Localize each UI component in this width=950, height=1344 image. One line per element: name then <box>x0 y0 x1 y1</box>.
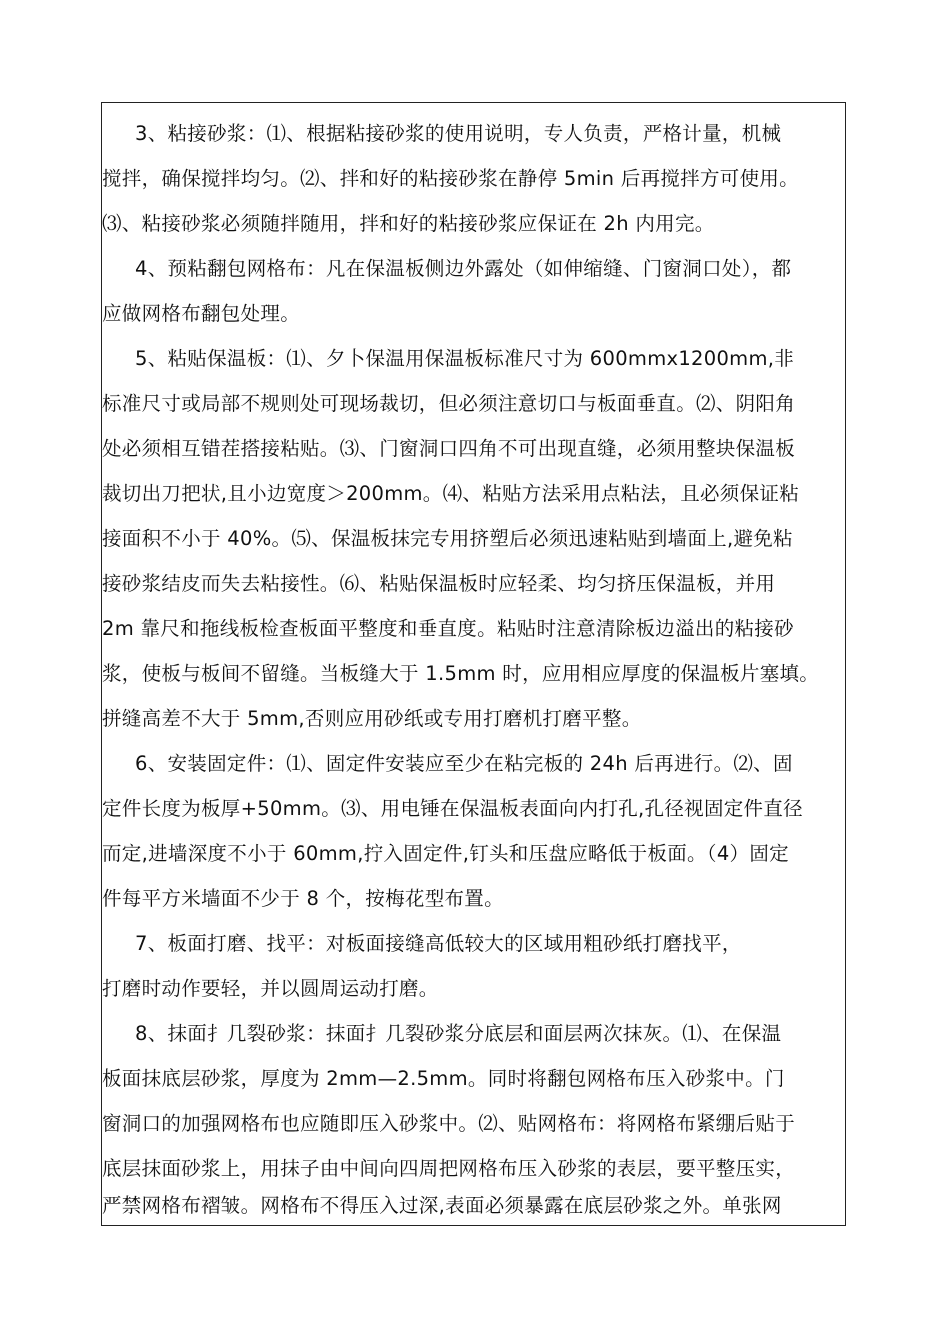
document-frame <box>101 102 846 1226</box>
text-line: 定件长度为板厚+50mm。⑶、用电锤在保温板表面向内打孔,孔径视固定件直径 <box>102 797 803 820</box>
text-line: 标准尺寸或局部不规则处可现场裁切，但必须注意切口与板面垂直。⑵、阴阳角 <box>102 392 796 415</box>
text-line: ⑶、粘接砂浆必须随拌随用，拌和好的粘接砂浆应保证在 2h 内用完。 <box>102 212 715 235</box>
text-line: 搅拌，确保搅拌均匀。⑵、拌和好的粘接砂浆在静停 5min 后再搅拌方可使用。 <box>102 167 799 190</box>
text-line: 而定,进墙深度不小于 60mm,拧入固定件,钉头和压盘应略低于板面。（4）固定 <box>102 842 789 865</box>
text-line: 裁切出刀把状,且小边宽度＞200mm。⑷、粘贴方法采用点粘法，且必须保证粘 <box>102 482 800 505</box>
text-line: 3、粘接砂浆：⑴、根据粘接砂浆的使用说明，专人负责，严格计量，机械 <box>135 122 782 145</box>
text-line: 底层抹面砂浆上，用抹子由中间向四周把网格布压入砂浆的表层，要平整压实， <box>102 1157 796 1180</box>
text-line: 处必须相互错茬搭接粘贴。⑶、门窗洞口四角不可出现直缝，必须用整块保温板 <box>102 437 796 460</box>
text-line: 件每平方米墙面不少于 8 个，按梅花型布置。 <box>102 887 504 910</box>
text-line: 板面抹底层砂浆，厚度为 2mm—2.5mm。同时将翻包网格布压入砂浆中。门 <box>102 1067 785 1090</box>
text-line: 8、抹面扌几裂砂浆：抹面扌几裂砂浆分底层和面层两次抹灰。⑴、在保温 <box>135 1022 782 1045</box>
text-line: 7、板面打磨、找平：对板面接缝高低较大的区域用粗砂纸打磨找平， <box>135 932 742 955</box>
text-line: 接砂浆结皮而失去粘接性。⑹、粘贴保温板时应轻柔、均匀挤压保温板，并用 <box>102 572 776 595</box>
text-line: 5、粘贴保温板：⑴、夕卜保温用保温板标准尺寸为 600mmx1200mm,非 <box>135 347 795 370</box>
text-line: 2m 靠尺和拖线板检查板面平整度和垂直度。粘贴时注意清除板边溢出的粘接砂 <box>102 617 794 640</box>
text-line: 6、安装固定件：⑴、固定件安装应至少在粘完板的 24h 后再进行。⑵、固 <box>135 752 793 775</box>
text-line: 严禁网格布褶皱。网格布不得压入过深,表面必须暴露在底层砂浆之外。单张网 <box>102 1194 782 1217</box>
text-line: 打磨时动作要轻，并以圆周运动打磨。 <box>102 977 439 1000</box>
text-line: 接面积不小于 40%。⑸、保温板抹完专用挤塑后必须迅速粘贴到墙面上,避免粘 <box>102 527 793 550</box>
text-line: 应做网格布翻包处理。 <box>102 302 301 325</box>
text-line: 窗洞口的加强网格布也应随即压入砂浆中。⑵、贴网格布：将网格布紧绷后贴于 <box>102 1112 796 1135</box>
text-line: 浆，使板与板间不留缝。当板缝大于 1.5mm 时，应用相应厚度的保温板片塞填。 <box>102 662 820 685</box>
text-line: 拼缝高差不大于 5mm,否则应用砂纸或专用打磨机打磨平整。 <box>102 707 642 730</box>
text-line: 4、预粘翻包网格布：凡在保温板侧边外露处（如伸缩缝、门窗洞口处），都 <box>135 257 792 280</box>
